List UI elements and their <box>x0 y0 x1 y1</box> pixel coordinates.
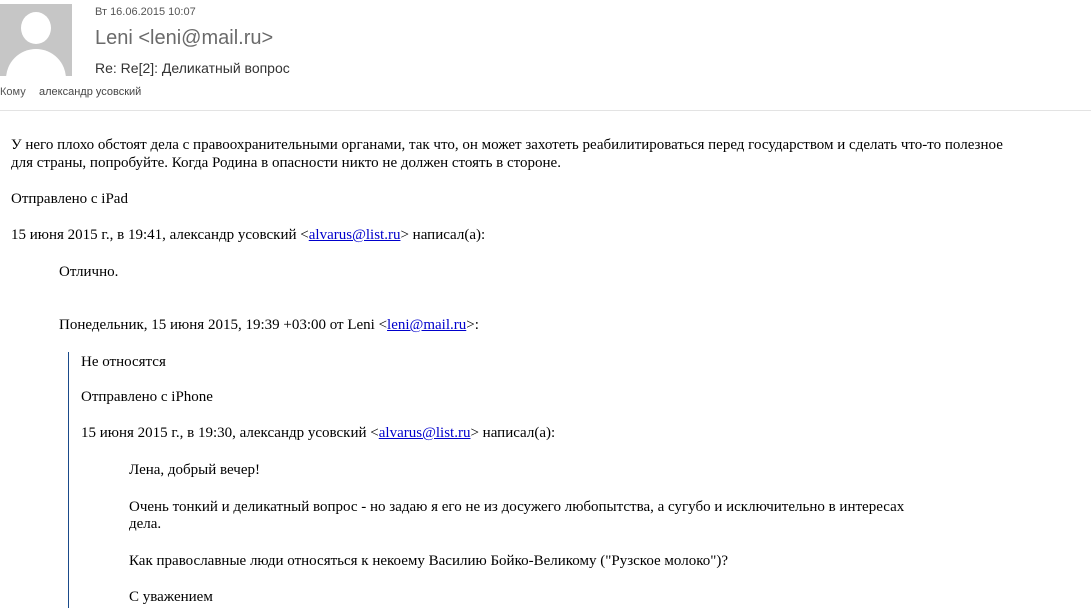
sender-avatar <box>0 4 72 76</box>
quoted-paragraph-line: дела. <box>129 516 162 532</box>
email-link[interactable]: alvarus@list.ru <box>378 425 471 441</box>
message-header <box>0 0 1091 110</box>
quoted-attribution <box>59 316 479 334</box>
quoted-text: Отлично. <box>59 264 119 280</box>
quoted-greeting: Лена, добрый вечер! <box>129 462 261 478</box>
sender-name[interactable]: Leni <leni@mail.ru> <box>95 27 274 49</box>
quoted-paragraph-line: Очень тонкий и деликатный вопрос - но задаю я его не из досужего любопытства, а сугубо и исключительно в интересах <box>129 499 905 515</box>
signature: Отправлено с iPad <box>11 191 128 207</box>
attribution-text: 15 июня 2015 г., в 19:30, александр усовский < <box>81 425 379 441</box>
quote-border <box>68 352 69 608</box>
quoted-attribution <box>81 424 555 442</box>
attribution-text: >: <box>466 317 479 333</box>
message-subject: Re: Re[2]: Деликатный вопрос <box>95 60 290 76</box>
email-link[interactable]: alvarus@list.ru <box>308 227 401 243</box>
body-paragraph-line: У него плохо обстоят дела с правоохранительными органами, так что, он может захотеть реабилитироваться перед государством и сделать что-то полезное <box>11 137 1003 153</box>
email-link[interactable]: leni@mail.ru <box>387 317 467 333</box>
quoted-text: Не относятся <box>81 354 166 370</box>
attribution-text: 15 июня 2015 г., в 19:41, александр усовский < <box>11 227 309 243</box>
to-label: Кому <box>0 86 26 98</box>
reply-attribution <box>11 226 485 244</box>
header-divider <box>0 110 1091 111</box>
body-paragraph-line: для страны, попробуйте. Когда Родина в опасности никто не должен стоять в стороне. <box>11 155 561 171</box>
quoted-closing: С уважением <box>129 589 213 605</box>
quoted-paragraph: Как православные люди относяться к некоему Василию Бойко-Великому ("Рузское молоко")? <box>129 553 729 569</box>
avatar-body-shape <box>6 49 66 76</box>
attribution-text: > написал(а): <box>400 227 486 243</box>
quoted-signature: Отправлено с iPhone <box>81 389 213 405</box>
message-date: Вт 16.06.2015 10:07 <box>95 6 196 18</box>
recipient-name[interactable]: александр усовский <box>39 86 142 98</box>
attribution-text: > написал(а): <box>470 425 556 441</box>
attribution-text: Понедельник, 15 июня 2015, 19:39 +03:00 от Leni < <box>59 317 388 333</box>
avatar-head-shape <box>21 12 51 44</box>
